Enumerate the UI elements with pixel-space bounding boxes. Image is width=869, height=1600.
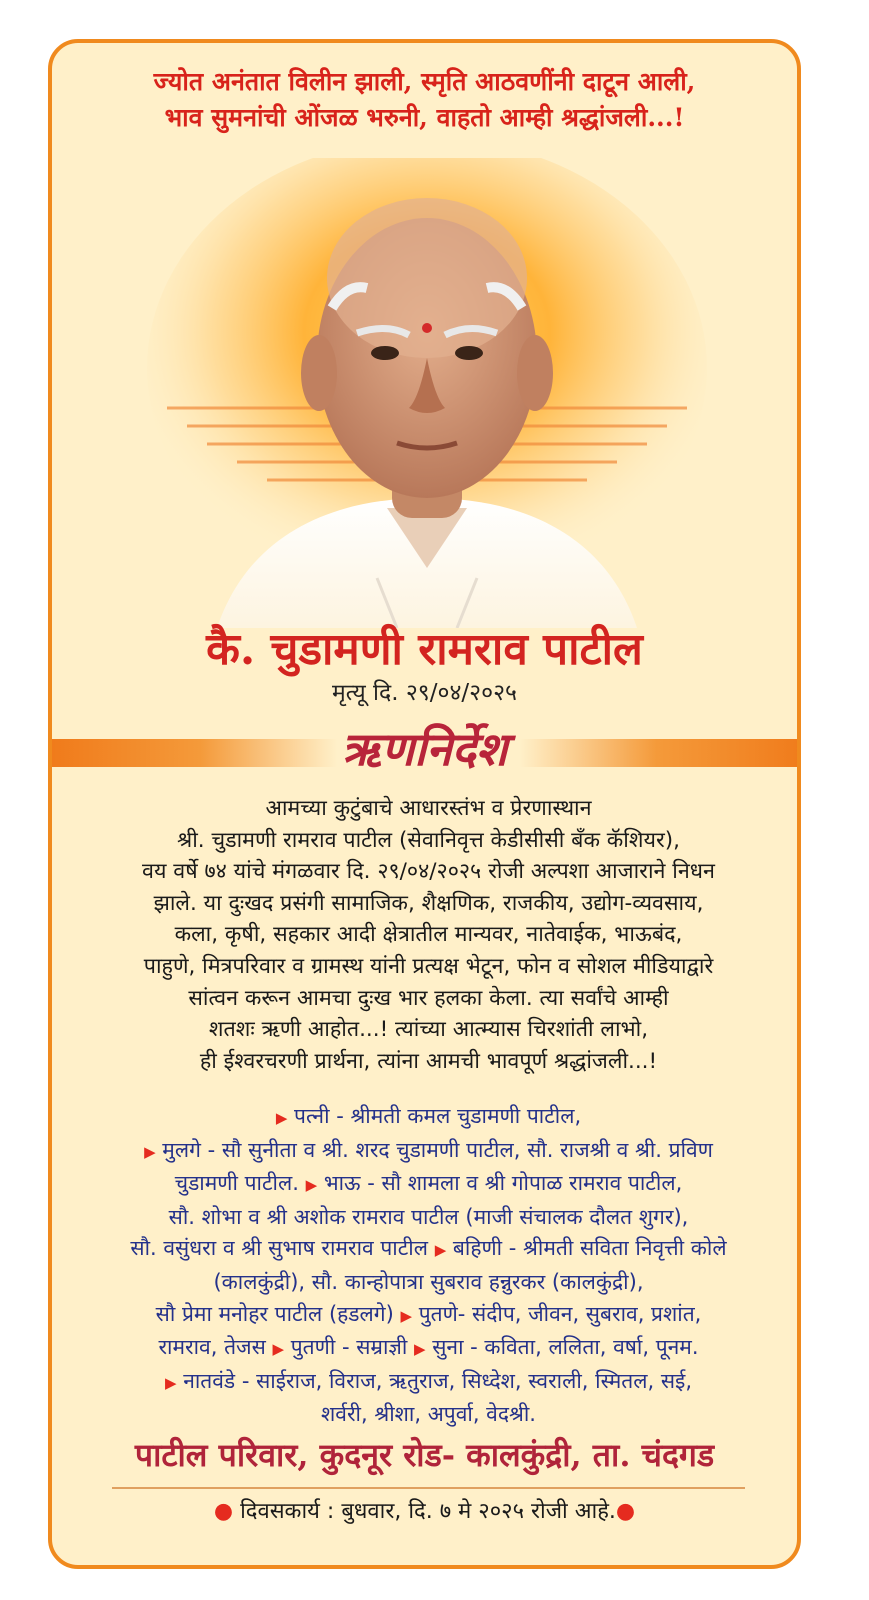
paragraph-line: कला, कृषी, सहकार आदी क्षेत्रातील मान्यवर, नातेवाईक, भाऊबंद, <box>174 922 683 948</box>
paragraph-line: आमच्या कुटुंबाचे आधारस्तंभ व प्रेरणास्थान <box>265 796 592 821</box>
family-sons: मुलगे - सौ सुनीता व श्री. शरद चुडामणी पाटील, सौ. राजश्री व श्री. प्रविण <box>162 1137 713 1162</box>
family-line <box>58 1366 799 1400</box>
bullet-arrow-icon: ▶ <box>272 1340 285 1359</box>
tribute-card <box>48 39 801 1569</box>
portrait-image <box>147 158 707 628</box>
family-signature: पाटील परिवार, कुदनूर रोड- कालकुंद्री, ता. चंदगड <box>134 1436 715 1474</box>
family-nephews-cont: रामराव, तेजस <box>158 1335 266 1360</box>
bullet-dot-icon: ● <box>213 1499 234 1524</box>
family-line <box>58 1332 799 1366</box>
family-wife: पत्नी - श्रीमती कमल चुडामणी पाटील, <box>294 1104 582 1128</box>
family-line <box>58 1101 799 1135</box>
family-line <box>58 1135 799 1169</box>
family-grandchildren: नातवंडे - साईराज, विराज, ऋतुराज, सिध्देश, स्वराली, स्मितल, सई, <box>183 1368 693 1393</box>
family-line <box>58 1233 799 1267</box>
ceremony-text: दिवसकार्य : बुधवार, दि. ७ मे २०२५ रोजी आहे. <box>240 1499 616 1524</box>
paragraph-line: ही ईश्वरचरणी प्रार्थना, त्यांना आमची भावपूर्ण श्रद्धांजली...! <box>199 1048 658 1074</box>
paragraph-line: सांत्वन करून आमचा दुःख भार हलका केला. त्या सर्वांचे आम्ही <box>188 985 669 1011</box>
family-brothers-cont: सौ. वसुंधरा व श्री सुभाष रामराव पाटील <box>130 1236 428 1261</box>
family-sisters: बहिणी - श्रीमती सविता निवृत्ती कोले <box>452 1236 727 1261</box>
family-brothers: भाऊ - सौ शामला व श्री गोपाळ रामराव पाटील, <box>323 1171 683 1196</box>
bullet-arrow-icon: ▶ <box>434 1241 447 1260</box>
divider <box>112 1487 745 1489</box>
ceremony-note <box>52 1495 797 1529</box>
tagline-line-2: भाव सुमनांची ओंजळ भरुनी, वाहतो आम्ही श्रद्धांजली...! <box>164 103 685 132</box>
bullet-arrow-icon: ▶ <box>275 1109 288 1127</box>
bullet-arrow-icon: ▶ <box>144 1142 156 1161</box>
family-line <box>58 1168 799 1202</box>
family-nephews: पुतणे- संदीप, जीवन, सुबराव, प्रशांत, <box>418 1301 702 1326</box>
tagline-line-1: ज्योत अनंतात विलीन झाली, स्मृति आठवणींनी दाटून आली, <box>153 67 696 96</box>
paragraph-line: श्री. चुडामणी रामराव पाटील (सेवानिवृत्त केडीसीसी बँक कॅशियर), <box>177 827 680 853</box>
family-line: शर्वरी, श्रीशा, अपुर्वा, वेदश्री. <box>321 1402 536 1427</box>
paragraph-line: पाहुणे, मित्रपरिवार व ग्रामस्थ यांनी प्रत्यक्ष भेटून, फोन व सोशल मीडियाद्वारे <box>143 953 714 979</box>
paragraph-line: झाले. या दुःखद प्रसंगी सामाजिक, शैक्षणिक, राजकीय, उद्योग-व्यवसाय, <box>153 890 704 916</box>
bullet-arrow-icon: ▶ <box>305 1176 318 1195</box>
bullet-dot-icon: ● <box>615 1499 636 1524</box>
family-daughters-in-law: सुना - कविता, ललिता, वर्षा, पूनम. <box>432 1335 699 1360</box>
family-list <box>58 1101 799 1431</box>
family-line: (कालकुंद्री), सौ. कान्होपात्रा सुबराव हन्नुरकर (कालकुंद्री), <box>213 1269 644 1294</box>
heading-title: ऋणनिर्देश <box>341 722 508 776</box>
family-line <box>58 1299 799 1333</box>
acknowledgement-paragraph <box>62 793 795 1077</box>
bullet-arrow-icon: ▶ <box>413 1340 426 1359</box>
family-line: सौ. शोभा व श्री अशोक रामराव पाटील (माजी संचालक दौलत शुगर), <box>168 1204 689 1229</box>
portrait <box>147 158 707 628</box>
death-date: मृत्यू दि. २९/०४/२०२५ <box>331 680 518 706</box>
paragraph-line: शतशः ऋणी आहोत...! त्यांच्या आत्म्यास चिरशांती लाभो, <box>208 1017 649 1043</box>
family-niece: पुतणी - सम्राज्ञी <box>290 1335 408 1360</box>
bullet-arrow-icon: ▶ <box>164 1373 177 1392</box>
family-sisters-cont: सौ प्रेमा मनोहर पाटील (हडलगे) <box>155 1301 394 1326</box>
deceased-name: कै. चुडामणी रामराव पाटील <box>206 624 643 675</box>
paragraph-line: वय वर्षे ७४ यांचे मंगळवार दि. २९/०४/२०२५ रोजी अल्पशा आजाराने निधन <box>142 859 715 885</box>
bullet-arrow-icon: ▶ <box>400 1306 413 1325</box>
family-sons-cont: चुडामणी पाटील. <box>174 1171 299 1196</box>
